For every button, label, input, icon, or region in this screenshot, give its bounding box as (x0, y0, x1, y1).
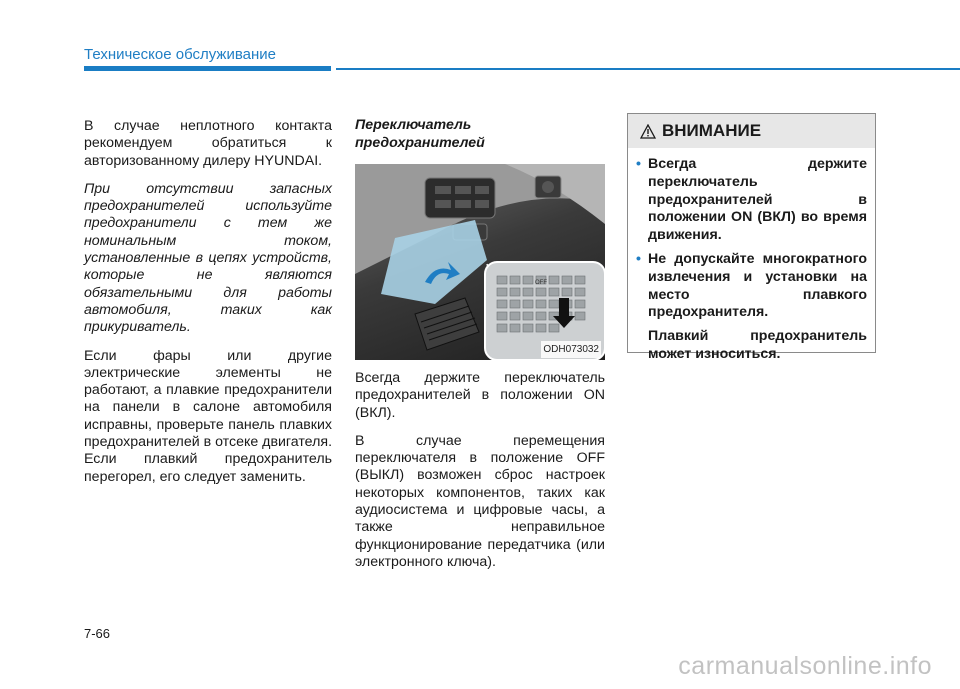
warning-header (628, 114, 875, 148)
warning-item: • Всегда держите переключатель предохранителей в положении ON (ВКЛ) во время движения. (636, 156, 867, 244)
left-column (84, 118, 332, 497)
warning-title: ВНИМАНИЕ (662, 121, 762, 140)
fuse-switch-title: Переключатель предохранителей (355, 117, 485, 151)
paragraph-dealer: В случае неплотного контакта рекомендуем обратиться к авторизованному дилеру HYUNDAI. (84, 118, 332, 169)
paragraph-engine-fuse-panel: Если фары или другие электрические элементы не работают, а плавкие предохранители на панели в салоне автомобиля исправны, проверьте панель плавких предохранителей в отсеке двигателя. Если плавкий предохранитель перегорел, его следует заменить. (84, 347, 333, 485)
fuse-switch-illustration (355, 164, 605, 360)
fuse-switch-off-label: OFF (535, 280, 547, 286)
middle-column (355, 116, 605, 582)
dashboard-fuse-panel-drawing (355, 164, 605, 360)
warning-item: • Не допускайте многократного извлечения и установки на место плавкого предохранителя. (636, 250, 867, 321)
paragraph-spare-fuses: При отсутствии запасных предохранителей используйте предохранители с тем же номинальным током, установленные в цепях устройств, которые не являются обязательными для работы автомобиля, таких как прикуриватель. (84, 180, 332, 336)
bullet-icon: • (636, 250, 641, 267)
paragraph-keep-on: Всегда держите переключатель предохранителей в положении ON (ВКЛ). (355, 370, 605, 421)
section-header-title: Техническое обслуживание (84, 46, 276, 63)
warning-continuation: Плавкий предохранитель может износиться. (648, 328, 867, 362)
bullet-icon: • (636, 156, 641, 172)
page-number: 7-66 (84, 626, 111, 641)
header-rule (336, 68, 960, 70)
warning-triangle-icon (640, 124, 656, 139)
header-accent-bar (84, 66, 331, 71)
warning-box (627, 113, 876, 362)
watermark: carmanualsonline.info (678, 652, 932, 680)
paragraph-off-effects: В случае перемещения переключателя в положение OFF (ВЫКЛ) возможен сброс настроек некоторых компонентов, таких как аудиосистема и цифровые часы, а также неправильное функционирование передатчика (или электронного ключа). (355, 432, 605, 570)
figure-code: ODH073032 (541, 341, 601, 358)
warning-body (628, 148, 875, 364)
